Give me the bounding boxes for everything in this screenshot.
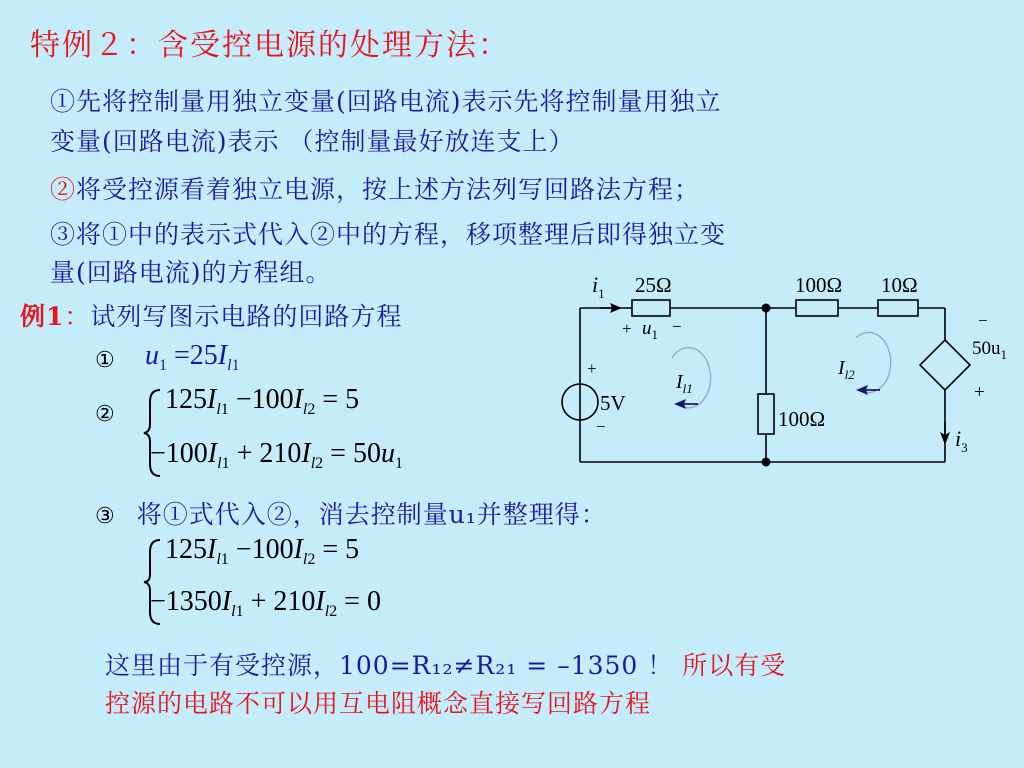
marker-1: ① — [95, 348, 115, 373]
circuit-diagram — [560, 262, 1007, 472]
page-title: 特例２：含受控电源的处理方法： — [30, 28, 510, 63]
step-2-line — [50, 170, 700, 206]
marker-2: ② — [95, 402, 115, 427]
step-3-example — [95, 495, 607, 531]
system-2-row-1: $125I_{l1} -100I_{l2} = 5$ — [165, 534, 360, 568]
equation-1: $u_1 =25I_{l1}$ — [145, 340, 240, 374]
label-loop2: $I_{l2}$ — [838, 357, 855, 382]
system-2-row-2: $-1350I_{l1} + 210I_{l2} = 0$ — [150, 586, 381, 620]
label-r2: 100Ω — [795, 273, 843, 297]
note-red-1: 所以有受 — [682, 651, 787, 680]
step-3-line-b: 量(回路电流)的方程组。 — [50, 258, 332, 287]
label-loop1: $I_{l1}$ — [676, 371, 693, 396]
label-dep: $50u_1$ — [972, 338, 1007, 362]
label-u1-minus: − — [672, 317, 682, 336]
note-line-2: 控源的电路不可以用互电阻概念直接写回路方程 — [105, 689, 652, 718]
step-1-line-a: ①先将控制量用独立变量(回路电流)表示先将控制量用独立 — [50, 87, 722, 116]
marker-3: ③ — [95, 504, 116, 529]
dependent-source — [920, 340, 970, 390]
note-line-1 — [105, 646, 786, 682]
label-dep-plus: + — [974, 382, 985, 403]
label-i3: $i_3$ — [955, 426, 968, 455]
resistor-10 — [878, 300, 918, 316]
step-2-marker: ② — [50, 175, 77, 204]
junction-top — [762, 304, 771, 313]
label-u1: $u_1$ — [642, 318, 658, 342]
label-r1: 25Ω — [635, 273, 672, 297]
label-u1-plus: + — [622, 319, 632, 338]
loop-2-arc — [856, 332, 891, 392]
note-blue: 这里由于有受控源，100=R₁₂≠R₂₁ = –1350 ！ — [105, 651, 674, 680]
step-3-line-a: ③将①中的表示式代入②中的方程，移项整理后即得独立变 — [50, 220, 727, 249]
resistor-100-mid — [758, 394, 774, 434]
label-r3: 10Ω — [881, 273, 918, 297]
label-dep-minus: − — [978, 311, 988, 330]
example-label: 例1 — [20, 302, 65, 331]
example-text: 试列写图示电路的回路方程 — [90, 302, 403, 331]
system-1-row-1: $125I_{l1} -100I_{l2} = 5$ — [165, 384, 360, 418]
label-r4: 100Ω — [778, 407, 826, 431]
resistor-25 — [632, 300, 670, 316]
label-source-plus: + — [587, 359, 597, 378]
label-source-minus: − — [596, 417, 606, 436]
step-3-example-text: 将①式代入②，消去控制量u₁并整理得： — [136, 500, 607, 529]
step-1-line-b: 变量(回路电流)表示 （控制量最好放连支上） — [50, 127, 575, 156]
example-colon: ： — [64, 302, 91, 331]
example-heading — [20, 297, 402, 333]
label-source: 5V — [600, 391, 626, 415]
label-i1: $i_1$ — [592, 272, 605, 301]
step-2-text: 将受控源看着独立电源，按上述方法列写回路法方程； — [76, 175, 701, 204]
resistor-100-top — [796, 300, 838, 316]
junction-bottom — [762, 458, 771, 467]
system-1-row-2: $-100I_{l1} + 210I_{l2} = 50u_1$ — [150, 438, 403, 472]
